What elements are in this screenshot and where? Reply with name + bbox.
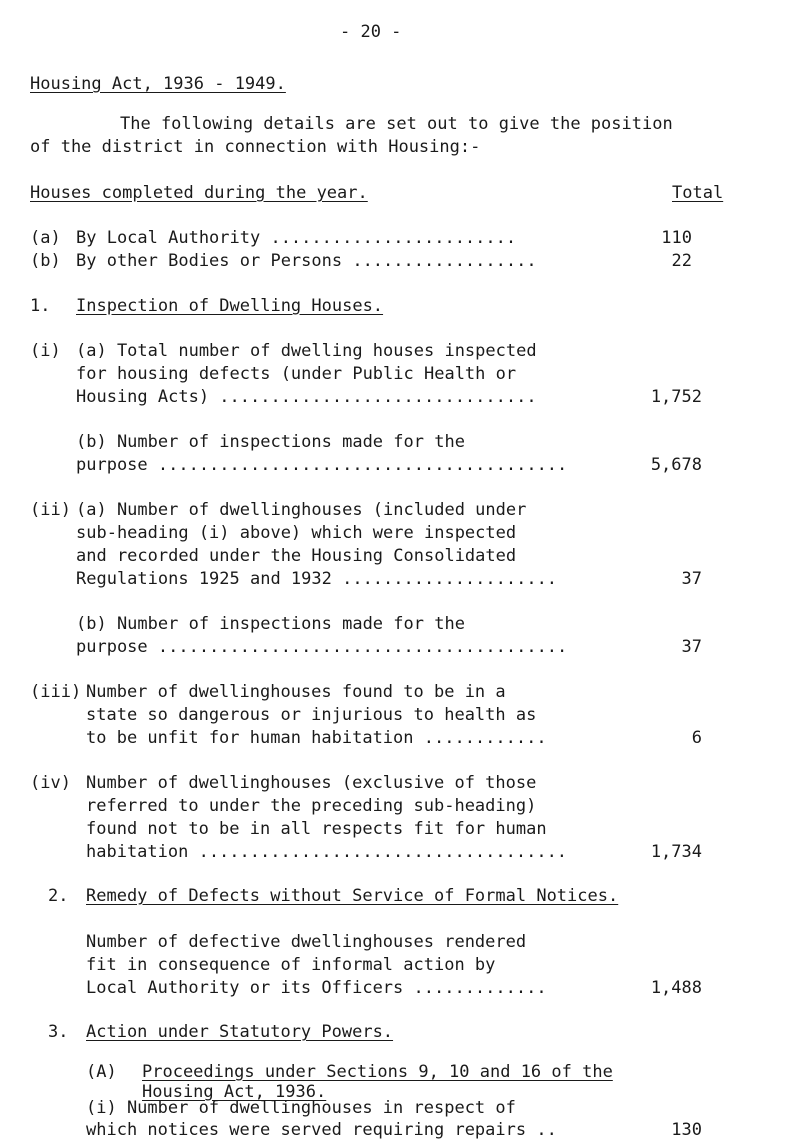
item-text-line: (a) Number of dwellinghouses (included under — [76, 500, 527, 520]
item-text-line: habitation .................................... — [86, 842, 568, 862]
item-text-line: (b) Number of inspections made for the — [76, 432, 465, 452]
section-number: 1. — [30, 296, 51, 316]
item-value: 1,734 — [650, 842, 702, 862]
item-text-line: (a) Total number of dwelling houses inspected — [76, 341, 537, 361]
item-text-line: to be unfit for human habitation ............ — [86, 728, 547, 748]
item-marker: (iii) — [30, 682, 82, 702]
item-text-line: sub-heading (i) above) which were inspected — [76, 523, 517, 543]
item-value: 1,752 — [650, 387, 702, 407]
section-heading: Action under Statutory Powers. — [86, 1022, 394, 1042]
item-text-line: purpose ........................................ — [76, 637, 568, 657]
item-text-line: referred to under the preceding sub-heading) — [86, 796, 537, 816]
item-text-line — [86, 1120, 557, 1142]
row-text: By other Bodies or Persons .................. — [76, 251, 537, 271]
item-text-line: and recorded under the Housing Consolidated — [76, 546, 517, 566]
item-text-line: (b) Number of inspections made for the — [76, 614, 465, 634]
item-text-line: Local Authority or its Officers ............. — [86, 978, 547, 998]
item-text-line: purpose ........................................ — [76, 455, 568, 475]
item-text-line: Number of dwellinghouses (exclusive of those — [86, 773, 537, 793]
row-marker: (b) — [30, 251, 61, 271]
section-number: 2. — [48, 886, 69, 906]
item-text-line: state so dangerous or injurious to health as — [86, 705, 537, 725]
item-text-line: found not to be in all respects fit for human — [86, 819, 547, 839]
row-marker: (a) — [30, 228, 61, 248]
total-column-header: Total — [672, 183, 724, 203]
houses-completed-heading: Houses completed during the year. — [30, 183, 368, 203]
section-heading: Inspection of Dwelling Houses. — [76, 296, 384, 316]
row-value: 110 — [661, 228, 692, 248]
item-marker: (iv) — [30, 773, 71, 793]
item-text-span: which notices were served requiring repairs .. — [86, 1120, 557, 1140]
item-value: 6 — [691, 728, 702, 748]
subsection-heading-line: Housing Act, 1936. — [142, 1082, 327, 1102]
row-text: By Local Authority ........................ — [76, 228, 517, 248]
item-text-line: fit in consequence of informal action by — [86, 955, 496, 975]
item-value: 37 — [681, 637, 702, 657]
item-value: 130 — [671, 1120, 702, 1140]
page-number: - 20 - — [340, 22, 402, 42]
item-text-line: (i) Number of dwellinghouses in respect of — [86, 1098, 516, 1118]
item-text-line: Number of defective dwellinghouses rendered — [86, 932, 527, 952]
page-title: Housing Act, 1936 - 1949. — [30, 74, 286, 94]
item-text-line: Housing Acts) ............................... — [76, 387, 537, 407]
item-text-line: Regulations 1925 and 1932 ..................... — [76, 569, 558, 589]
item-marker: (ii) — [30, 500, 71, 520]
item-marker: (i) — [30, 341, 61, 361]
section-number: 3. — [48, 1022, 69, 1042]
subsection-marker: (A) — [86, 1062, 117, 1082]
item-text-line: Number of dwellinghouses found to be in a — [86, 682, 506, 702]
item-value: 37 — [681, 569, 702, 589]
item-value: 1,488 — [650, 978, 702, 998]
row-value: 22 — [671, 251, 692, 271]
subsection-heading-line: Proceedings under Sections 9, 10 and 16 of the — [142, 1062, 613, 1082]
intro-line-2: of the district in connection with Housing:- — [30, 137, 481, 157]
item-value: 5,678 — [650, 455, 702, 475]
section-heading: Remedy of Defects without Service of Formal Notices. — [86, 886, 619, 906]
item-text-line: for housing defects (under Public Health or — [76, 364, 517, 384]
intro-line-1: The following details are set out to give the position — [120, 114, 673, 134]
